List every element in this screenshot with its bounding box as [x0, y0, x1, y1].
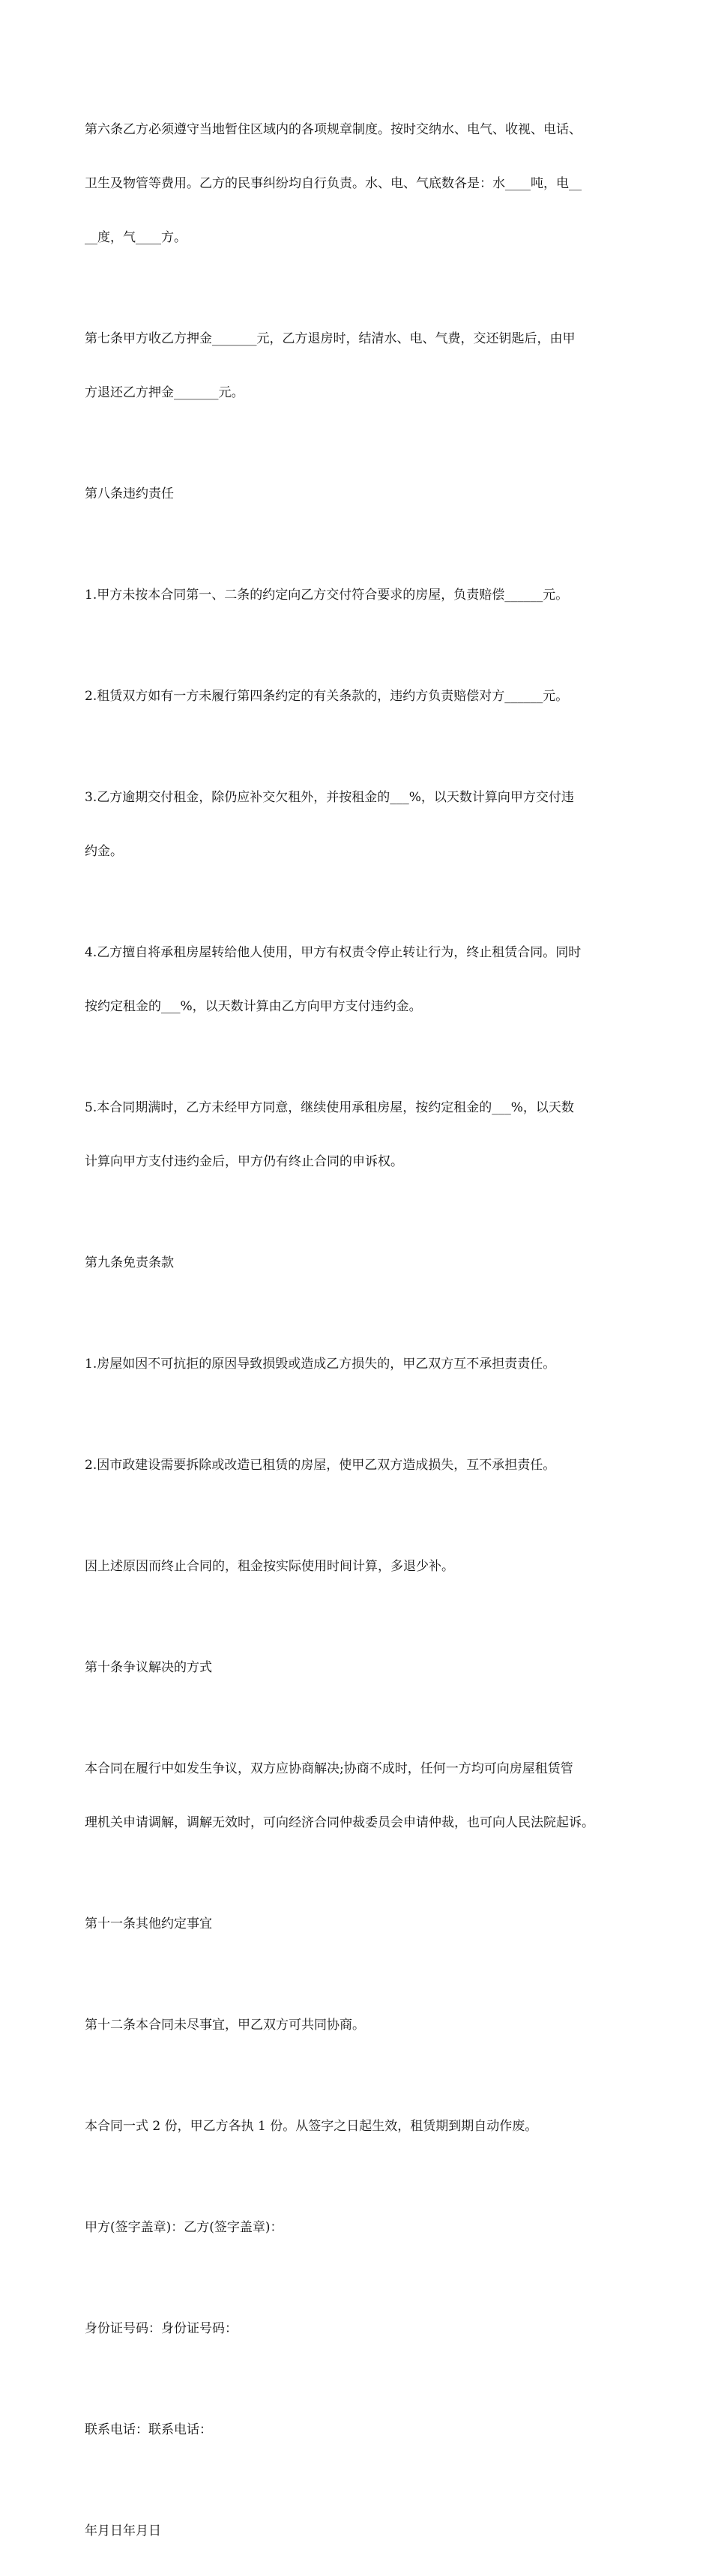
text-line: 理机关申请调解，调解无效时，可向经济合同仲裁委员会申请仲裁，也可向人民法院起诉。 [85, 1815, 594, 1830]
copies-clause [85, 2081, 640, 2171]
text-line: 因上述原因而终止合同的，租金按实际使用时间计算，多退少补。 [85, 1559, 454, 1574]
text-line: 第七条甲方收乙方押金_______元，乙方退房时，结清水、电、气费，交还钥匙后，由甲 [85, 331, 576, 346]
article-8-heading [85, 449, 640, 539]
text-line: 4.乙方擅自将承租房屋转给他人使用，甲方有权责令停止转让行为，终止租赁合同。同时 [85, 945, 582, 960]
article-9-item-2 [85, 1420, 640, 1510]
text-line: 本合同在履行中如发生争议，双方应协商解决;协商不成时，任何一方均可向房屋租赁管 [85, 1761, 573, 1776]
text-line: 1.房屋如因不可抗拒的原因导致损毁或造成乙方损失的，甲乙双方互不承担责责任。 [85, 1357, 556, 1372]
text-line: 第九条免责条款 [85, 1255, 174, 1270]
text-line: 方退还乙方押金_______元。 [85, 385, 244, 400]
text-line: 第十一条其他约定事宜 [85, 1916, 212, 1931]
text-line: 第六条乙方必须遵守当地暂住区域内的各项规章制度。按时交纳水、电气、收视、电话、 [85, 122, 582, 137]
article-7-paragraph [85, 294, 640, 438]
article-8-item-2 [85, 651, 640, 741]
article-8-item-3 [85, 752, 640, 896]
id-number-line [85, 2284, 640, 2374]
text-line: 本合同一式 2 份，甲乙方各执 1 份。从签字之日起生效，租赁期到期自动作废。 [85, 2119, 538, 2134]
phone-line [85, 2385, 640, 2475]
article-9-note [85, 1521, 640, 1611]
text-line: 按约定租金的___%，以天数计算由乙方向甲方支付违约金。 [85, 999, 422, 1014]
text-line: 年月日年月日 [85, 2524, 161, 2539]
text-line: 2.因市政建设需要拆除或改造已租赁的房屋，使甲乙双方造成损失，互不承担责任。 [85, 1458, 556, 1473]
text-line: 身份证号码：身份证号码： [85, 2321, 238, 2336]
text-line: __度，气____方。 [85, 230, 187, 245]
text-line: 5.本合同期满时，乙方未经甲方同意，继续使用承租房屋，按约定租金的___%，以天数 [85, 1100, 574, 1115]
article-6-paragraph [85, 85, 640, 283]
article-10-heading [85, 1623, 640, 1713]
text-line: 2.租赁双方如有一方未履行第四条约定的有关条款的，违约方负责赔偿对方______元。 [85, 689, 569, 704]
text-line: 1.甲方未按本合同第一、二条的约定向乙方交付符合要求的房屋，负责赔偿______元。 [85, 588, 569, 603]
text-line: 第八条违约责任 [85, 486, 174, 501]
text-line: 第十条争议解决的方式 [85, 1660, 212, 1675]
article-9-heading [85, 1218, 640, 1308]
text-line: 甲方(签字盖章)：乙方(签字盖章)： [85, 2220, 283, 2235]
article-9-item-1 [85, 1319, 640, 1409]
article-8-item-5 [85, 1063, 640, 1207]
signature-line [85, 2183, 640, 2272]
text-line: 第十二条本合同未尽事宜，甲乙双方可共同协商。 [85, 2018, 365, 2033]
date-line [85, 2486, 640, 2576]
text-line: 约金。 [85, 844, 123, 859]
text-line: 3.乙方逾期交付租金，除仍应补交欠租外，并按租金的___%，以天数计算向甲方交付违 [85, 790, 574, 805]
article-11-heading [85, 1879, 640, 1969]
article-8-item-4 [85, 908, 640, 1052]
article-10-body [85, 1724, 640, 1868]
text-line: 计算向甲方支付违约金后，甲方仍有终止合同的申诉权。 [85, 1154, 403, 1169]
text-line: 联系电话：联系电话： [85, 2422, 212, 2437]
text-line: 卫生及物管等费用。乙方的民事纠纷均自行负责。水、电、气底数各是：水____吨，电__ [85, 176, 582, 191]
article-8-item-1 [85, 550, 640, 640]
article-12-paragraph [85, 1980, 640, 2070]
